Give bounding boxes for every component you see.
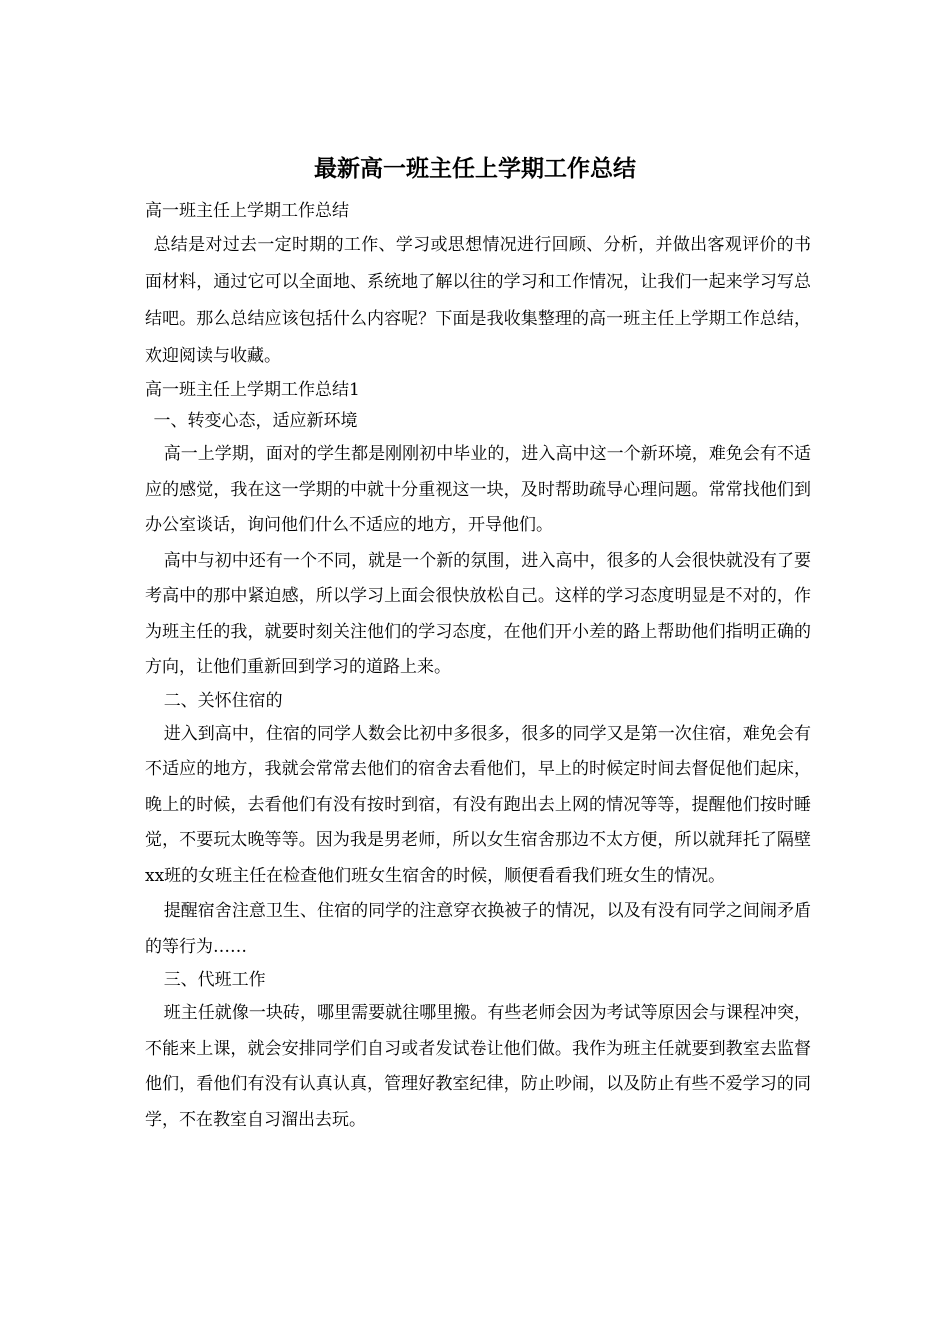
document-title: 最新高一班主任上学期工作总结 (314, 155, 636, 182)
paragraph-3: 进入到高中，住宿的同学人数会比初中多很多，很多的同学又是第一次住宿，难免会有不适应的地方，我就会常常去他们的宿舍去看他们，早上的时候定时间去督促他们起床，晚上的时候，去看他们有没有按时到宿，有没有跑出去上网的情况等等，提醒他们按时睡觉，不要玩太晚等等。因为我是男老师，所以女生宿舍那边不太方便，所以就拜托了隔壁xx班的女班主任在检查他们班女生宿舍的时候，顺便看看我们班女生的情况。 (145, 723, 811, 886)
heading-1: 一、转变心态，适应新环境 (153, 411, 358, 431)
section-title: 高一班主任上学期工作总结1 (145, 380, 360, 400)
paragraph-5: 班主任就像一块砖，哪里需要就往哪里搬。有些老师会因为考试等原因会与课程冲突，不能来上课，就会安排同学们自习或者发试卷让他们做。我作为班主任就要到教室去监督他们，看他们有没有认真认真，管理好教室纪律，防止吵闹，以及防止有些不爱学习的同学，不在教室自习溜出去玩。 (145, 1003, 811, 1130)
intro-paragraph: 总结是对过去一定时期的工作、学习或思想情况进行回顾、分析，并做出客观评价的书面材料，通过它可以全面地、系统地了解以往的学习和工作情况，让我们一起来学习写总结吧。那么总结应该包括什么内容呢？下面是我收集整理的高一班主任上学期工作总结，欢迎阅读与收藏。 (145, 235, 811, 366)
paragraph-2: 高中与初中还有一个不同，就是一个新的氛围，进入高中，很多的人会很快就没有了要考高中的那中紧迫感，所以学习上面会很快放松自己。这样的学习态度明显是不对的，作为班主任的我，就要时刻关注他们的学习态度，在他们开小差的路上帮助他们指明正确的方向，让他们重新回到学习的道路上来。 (145, 550, 811, 677)
heading-3: 三、代班工作 (163, 970, 266, 990)
document-body (145, 196, 811, 1138)
paragraph-1: 高一上学期，面对的学生都是刚刚初中毕业的，进入高中这一个新环境，难免会有不适应的感觉，我在这一学期的中就十分重视这一块，及时帮助疏导心理问题。常常找他们到办公室谈话，询问他们什么不适应的地方，开导他们。 (145, 444, 811, 535)
heading-2: 二、关怀住宿的 (163, 690, 283, 711)
document-subtitle: 高一班主任上学期工作总结 (145, 201, 349, 221)
paragraph-4: 提醒宿舍注意卫生、住宿的同学的注意穿衣换被子的情况，以及有没有同学之间闹矛盾的等行为…… (145, 901, 811, 957)
